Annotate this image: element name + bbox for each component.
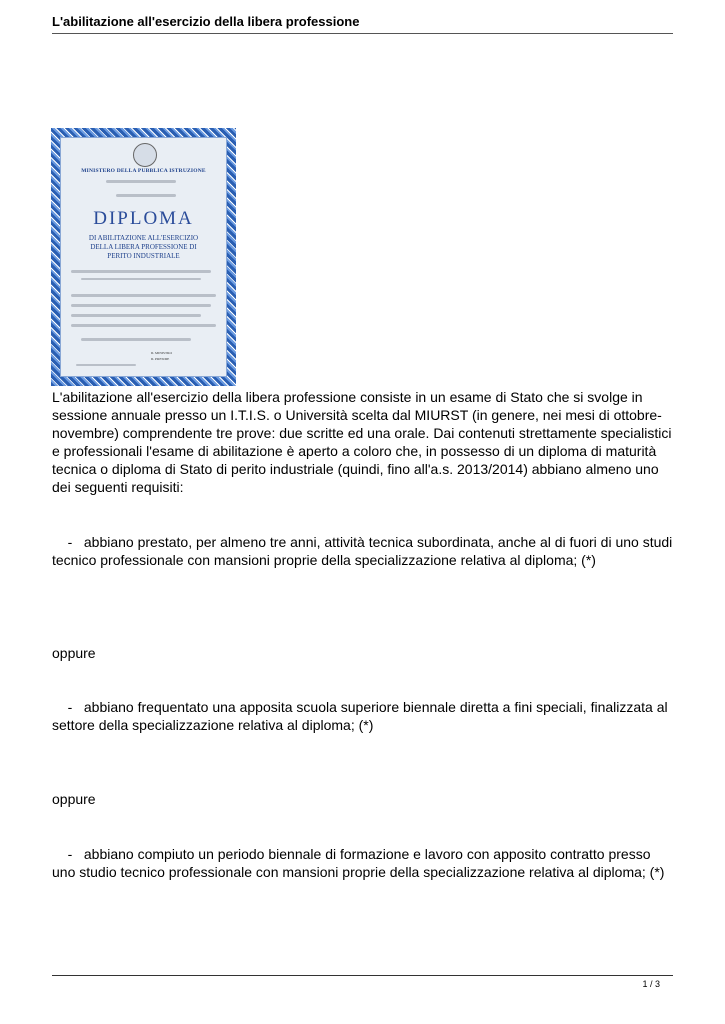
header-title: L'abilitazione all'esercizio della libera professione <box>52 14 360 29</box>
blurred-line <box>71 294 216 297</box>
diploma-image <box>51 128 236 386</box>
diploma-title: DIPLOMA <box>93 208 194 229</box>
blurred-line <box>71 324 216 327</box>
blurred-line <box>81 338 191 341</box>
diploma-minister-label: IL MINISTRO <box>151 351 172 355</box>
or-separator-1: oppure <box>52 645 96 661</box>
blurred-line <box>116 194 176 197</box>
blurred-line <box>71 314 201 317</box>
blurred-line <box>71 304 211 307</box>
emblem-icon <box>133 143 157 167</box>
intro-paragraph: L'abilitazione all'esercizio della libera professione consiste in un esame di Stato che si svolge in sessione annuale presso un I.T.I.S. o Università scelta dal MIURST (in genere, nei mesi di ottobre-novembre) comprendente tre prove: due scritte ed una orale. Dai contenuti strettamente specialistici e professionali l'esame di abilitazione è aperto a coloro che, in possesso di un diploma di maturità tecnica o diploma di Stato di perito industriale (quindi, fino all'a.s. 2013/2014) abbiano almeno uno dei seguenti requisiti: <box>52 389 672 495</box>
page-header <box>52 14 673 34</box>
blurred-line <box>81 278 201 280</box>
requirement-2: - abbiano frequentato una apposita scuola superiore biennale diretta a fini speciali, finalizzata al settore della specializzazione relativa al diploma; (*) <box>52 699 672 733</box>
diploma-subtitle-2: DELLA LIBERA PROFESSIONE DI <box>90 243 197 251</box>
requirement-3: - abbiano compiuto un periodo biennale di formazione e lavoro con apposito contratto presso uno studio tecnico professionale con mansioni proprie della specializzazione relativa al diploma; (*) <box>52 846 665 880</box>
blurred-line <box>76 364 136 366</box>
diploma-subtitle-3: PERITO INDUSTRIALE <box>107 252 180 260</box>
footer-divider <box>52 975 673 976</box>
or-separator-2: oppure <box>52 791 96 807</box>
requirement-1: - abbiano prestato, per almeno tre anni, attività tecnica subordinata, anche al di fuori di uno studi tecnico professionale con mansioni proprie della specializzazione relativa al diploma; (*) <box>52 534 677 568</box>
diploma-subtitle-1: DI ABILITAZIONE ALL'ESERCIZIO <box>88 234 199 242</box>
blurred-line <box>106 180 176 183</box>
diploma-ministry: MINISTERO DELLA PUBBLICA ISTRUZIONE <box>81 168 206 174</box>
diploma-preside-label: IL PRESIDE <box>151 357 170 361</box>
diploma-sheet <box>60 137 227 377</box>
blurred-line <box>71 270 211 273</box>
page-number: 1 / 3 <box>642 979 660 989</box>
